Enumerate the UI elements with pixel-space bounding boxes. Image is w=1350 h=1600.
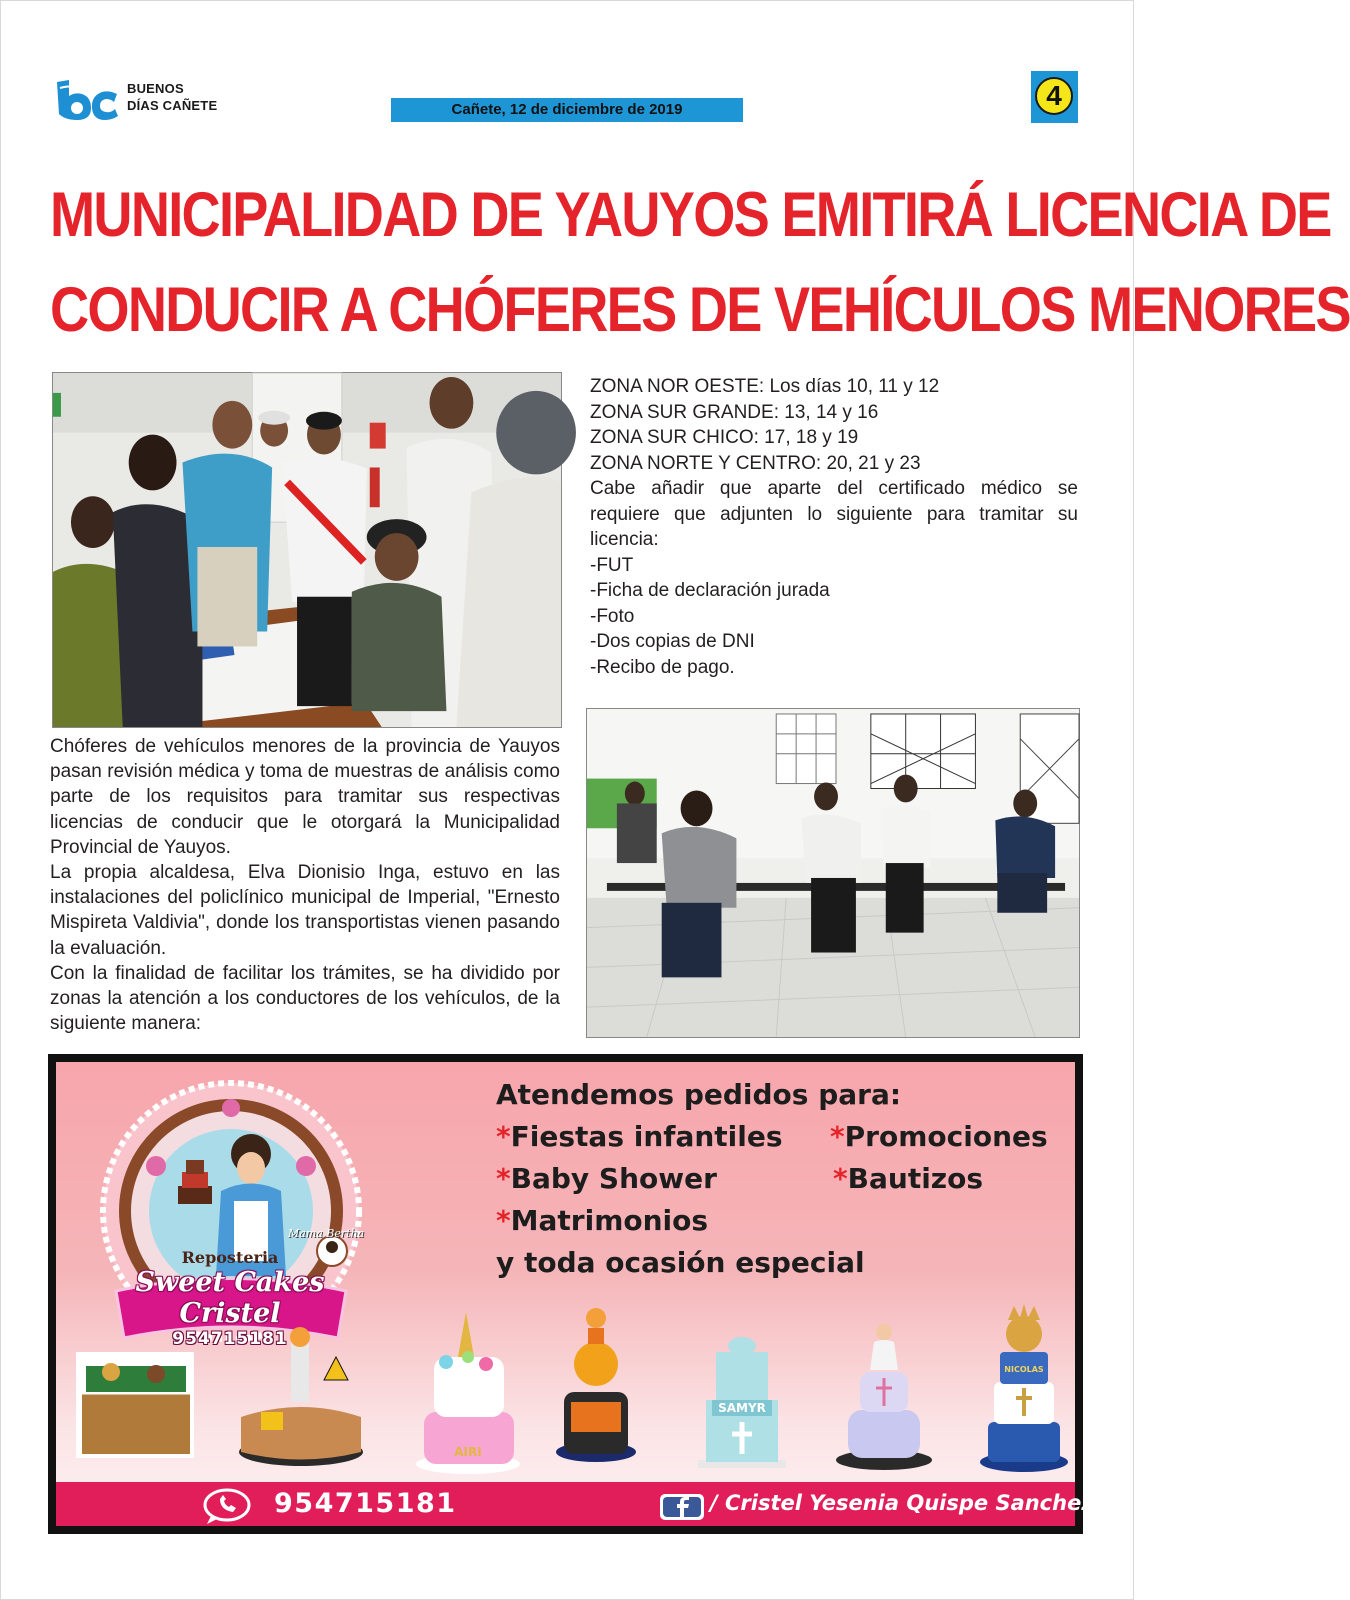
buenos-dias-canete-logo — [55, 78, 120, 122]
requirement-item: -FUT — [590, 554, 634, 576]
cake-label: SAMYR — [718, 1401, 766, 1415]
ad-footer — [56, 1482, 1094, 1526]
star-bullet: * — [496, 1162, 511, 1195]
headline — [50, 168, 1350, 358]
service-item — [830, 1120, 1048, 1153]
service-label: Bautizos — [847, 1162, 984, 1195]
cake-photos — [76, 1282, 1066, 1482]
zone-item: ZONA NORTE Y CENTRO: 20, 21 y 23 — [590, 452, 921, 474]
services-closing: y toda ocasión especial — [496, 1246, 865, 1279]
article-paragraph: Con la finalidad de facilitar los trámites, se ha dividido por zonas la atención a los conductores de los vehículos, de la siguiente manera: — [50, 962, 560, 1035]
requirement-item: -Foto — [590, 605, 635, 627]
service-label: Baby Shower — [510, 1162, 717, 1195]
zone-item: ZONA SUR CHICO: 17, 18 y 19 — [590, 427, 859, 448]
ad-facebook-name: / Cristel Yesenia Quispe Sanchez — [710, 1491, 1094, 1515]
service-item — [496, 1162, 717, 1195]
article-right-column — [590, 374, 1078, 680]
cake-photo — [836, 1324, 932, 1470]
ad-panel — [56, 1062, 1094, 1526]
facebook-icon — [660, 1494, 704, 1520]
brand-name — [127, 80, 217, 114]
zone-list — [590, 374, 1078, 476]
article-left-column — [50, 734, 560, 1036]
headline-line-2: CONDUCIR A CHÓFERES DE VEHÍCULOS MENORES — [50, 275, 1350, 345]
bakery-brand-name: Sweet Cakes Cristel — [135, 1267, 325, 1329]
requirement-item: -Ficha de declaración jurada — [590, 580, 830, 601]
bakery-brand-prefix: Reposteria — [181, 1248, 279, 1267]
service-item — [496, 1204, 708, 1237]
service-label: Matrimonios — [510, 1204, 709, 1237]
zone-item: ZONA NOR OESTE: Los días 10, 11 y 12 — [590, 376, 940, 397]
cake-photo — [239, 1327, 363, 1466]
article-paragraph: Chóferes de vehículos menores de la provincia de Yauyos pasan revisión médica y toma de muestras de análisis como parte de los requisitos para tramitar sus respectivas licencias de conducir que le otorgará la Municipalidad Provincial de Yauyos. — [50, 736, 560, 858]
zone-item: ZONA SUR GRANDE: 13, 14 y 16 — [590, 401, 879, 423]
bakery-advertisement — [48, 1054, 1094, 1534]
service-item — [496, 1120, 783, 1153]
cake-photo — [556, 1308, 636, 1462]
star-bullet: * — [833, 1162, 848, 1195]
service-item — [833, 1162, 983, 1195]
date-bar: Cañete, 12 de diciembre de 2019 — [391, 98, 743, 122]
requirements-list — [590, 553, 1078, 681]
star-bullet: * — [830, 1120, 845, 1153]
page-number-badge — [1031, 71, 1078, 123]
requirements-intro: Cabe añadir que aparte del certificado médico se requiere que adjunten lo siguiente para tramitar su licencia: — [590, 478, 1078, 550]
cake-label: NICOLAS — [1004, 1365, 1044, 1374]
cake-photo — [76, 1352, 194, 1458]
brand-line-1: BUENOS — [127, 81, 184, 96]
photo-medical-check — [52, 372, 562, 728]
photo-waiting-room — [586, 708, 1080, 1038]
cake-label: AIRI — [454, 1445, 482, 1459]
cake-photo — [980, 1304, 1068, 1472]
requirement-item: -Dos copias de DNI — [590, 631, 755, 652]
page-number: 4 — [1035, 77, 1073, 115]
ad-phone-number: 954715181 — [274, 1488, 457, 1519]
bakery-signature: Mama Bertha — [288, 1227, 365, 1240]
requirement-item: -Recibo de pago. — [590, 656, 735, 678]
cake-photo — [698, 1337, 786, 1468]
services-title: Atendemos pedidos para: — [496, 1078, 902, 1111]
brand-line-2: DÍAS CAÑETE — [127, 98, 218, 113]
service-label: Fiestas infantiles — [510, 1120, 783, 1153]
whatsapp-icon — [199, 1486, 255, 1526]
bakery-brand-phone: 954715181 — [172, 1329, 288, 1349]
headline-line-1: MUNICIPALIDAD DE YAUYOS EMITIRÁ LICENCIA DE — [50, 180, 1331, 250]
article-paragraph: La propia alcaldesa, Elva Dionisio Inga, estuvo en las instalaciones del policlínico municipal de Imperial, "Ernesto Mispireta Valdivia", donde los transportistas vienen pasando la evaluación. — [50, 862, 560, 959]
star-bullet: * — [496, 1120, 511, 1153]
star-bullet: * — [496, 1204, 511, 1237]
service-label: Promociones — [844, 1120, 1048, 1153]
